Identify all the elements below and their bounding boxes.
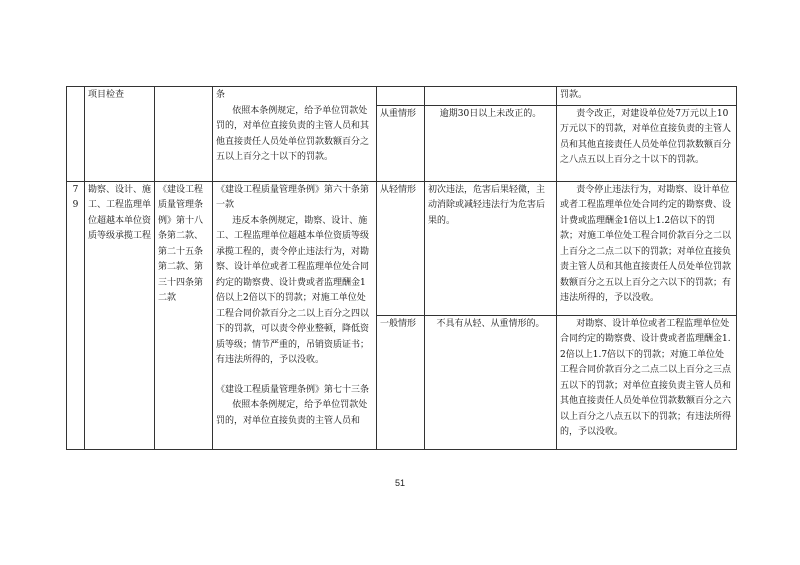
basis-cell xyxy=(213,87,377,182)
item-cell: 项目检查 xyxy=(85,87,155,182)
table-row xyxy=(67,87,737,106)
circumstance-cell: 从轻情形 xyxy=(377,181,425,315)
circumstance-cell: 一般情形 xyxy=(377,315,425,449)
seq-cell: 79 xyxy=(67,181,85,449)
basis-title: 《建设工程质量管理条例》第七十三条 xyxy=(216,384,370,395)
basis-continuation: 条 xyxy=(216,90,226,100)
item-cell: 勘察、设计、施工、工程监理单位超越本单位资质等级承揽工程 xyxy=(85,181,155,449)
fact-cell: 不具有从轻、从重情形的。 xyxy=(425,315,557,449)
seq-cell-empty xyxy=(67,87,85,182)
circumstance-cell: 从重情形 xyxy=(377,105,425,181)
paragraph-gap xyxy=(216,369,373,383)
basis-title: 《建设工程质量管理条例》第六十条第一款 xyxy=(216,184,370,210)
basis-text: 依照本条例规定，给予单位罚款处罚的，对单位直接负责的主管人员和 xyxy=(216,400,368,426)
law-cell-empty xyxy=(155,87,213,182)
basis-cell xyxy=(213,181,377,449)
penalty-standard-table xyxy=(66,86,737,450)
circumstance-cell-top xyxy=(377,87,425,106)
page-number: 51 xyxy=(394,478,405,488)
basis-text: 违反本条例规定，勘察、设计、施工、工程监理单位超越本单位资质等级承揽工程的，责令停止违法行为，对勘察、设计单位或者工程监理单位处合同约定的勘察费、设计费或者监理酬金1倍以上2倍以下的罚款；对施工单位处工程合同价款百分之二以上百分之四以下的罚款，可以责令停业整顿，降低资质等级；情节严重的，吊销资质证书；有违法所得的，予以没收。 xyxy=(216,215,370,365)
standard-cell-top: 罚款。 xyxy=(557,87,737,106)
fact-cell: 初次违法，危害后果轻微，主动消除或减轻违法行为危害后果的。 xyxy=(425,181,557,315)
fact-cell: 逾期30日以上未改正的。 xyxy=(425,105,557,181)
law-cell: 《建设工程质量管理条例》第十八条第二款、第二十五条第二款、第三十四条第二款 xyxy=(155,181,213,449)
table-row xyxy=(67,181,737,315)
fact-cell-top xyxy=(425,87,557,106)
basis-text: 依照本条例规定，给予单位罚款处罚的，对单位直接负责的主管人员和其他直接责任人员处单位罚款数额百分之五以上百分之十以下的罚款。 xyxy=(216,105,370,162)
standard-cell: 对勘察、设计单位或者工程监理单位处合同约定的勘察费、设计费或者监理酬金1.2倍以上1.7倍以下的罚款；对施工单位处工程合同价款百分之二点二以上百分之三点五以下的罚款；对单位直接负责主管人员和其他直接责任人员处单位罚款数额百分之六以上百分之八点五以下的罚款；有违法所得的，予以没收。 xyxy=(557,315,737,449)
standard-cell: 责令改正，对建设单位处7万元以上10万元以下的罚款，对单位直接负责的主管人员和其他直接责任人员处单位罚款数额百分之八点五以上百分之十以下的罚款。 xyxy=(557,105,737,181)
standard-cell: 责令停止违法行为，对勘察、设计单位或者工程监理单位处合同约定的勘察费、设计费或监理酬金1倍以上1.2倍以下的罚款；对施工单位处工程合同价款百分之二以上百分之二点二以下的罚款；对单位直接负责主管人员和其他直接责任人员处单位罚款数额百分之五以上百分之六以下的罚款；有违法所得的，予以没收。 xyxy=(557,181,737,315)
